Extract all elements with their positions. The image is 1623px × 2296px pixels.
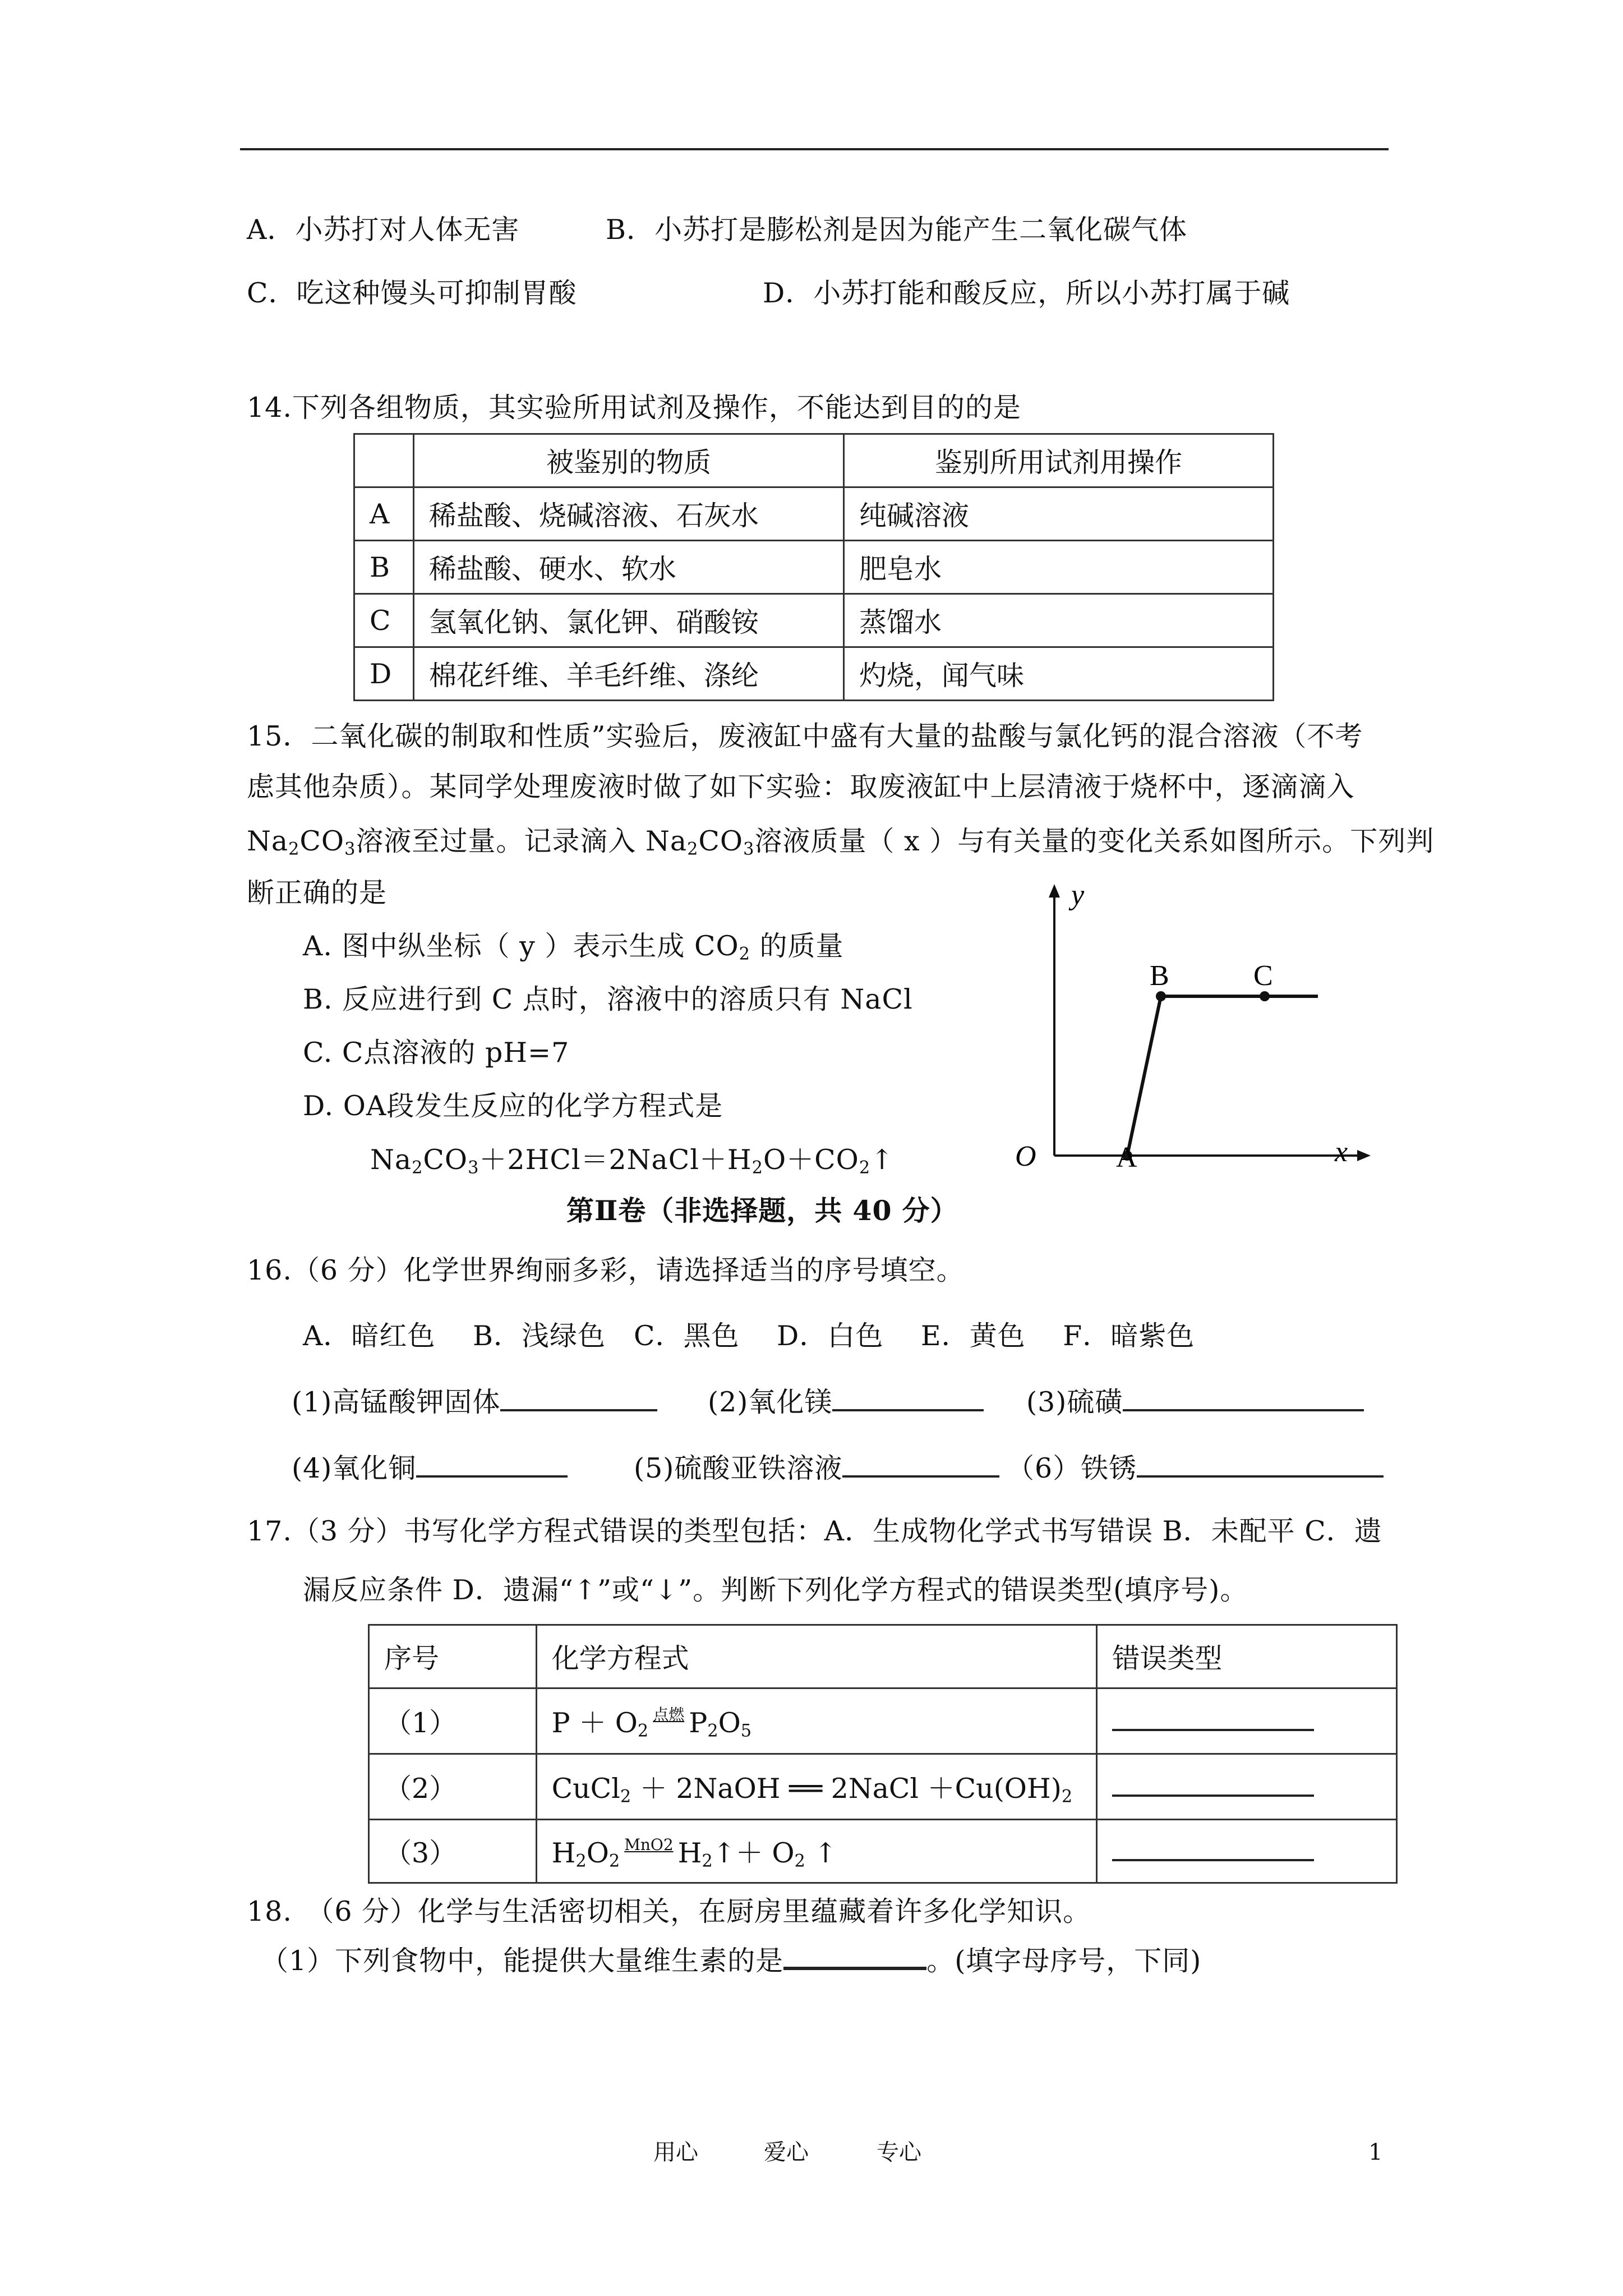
table-cell: D (354, 647, 414, 701)
answer-blank[interactable] (842, 1451, 999, 1478)
table-header-row (369, 1625, 1397, 1688)
table-header-cell: 错误类型 (1097, 1625, 1397, 1688)
table-header-cell: 序号 (369, 1625, 537, 1688)
q13-option-c: C．吃这种馒头可抑制胃酸 (247, 277, 577, 309)
origin-label: O (1015, 1140, 1036, 1172)
point-a-label: A (1116, 1142, 1137, 1174)
q15-line2: 虑其他杂质）。某同学处理废液时做了如下实验：取废液缸中上层清液于烧杯中，逐滴滴入 (247, 771, 1355, 803)
y-axis-arrow-icon (1049, 884, 1060, 898)
table-header-cell: 被鉴别的物质 (413, 434, 843, 487)
table-cell: 纯碱溶液 (843, 487, 1273, 541)
equation-cell: CuCl$_2$ ＋ 2NaOH ══ 2NaCl $+Cu(OH)_2$ (536, 1754, 1097, 1820)
q15-line1: 15．二氧化碳的制取和性质”实验后，废液缸中盛有大量的盐酸与氯化钙的混合溶液（不考 (247, 720, 1363, 752)
table-cell: A (354, 487, 414, 541)
answer-blank[interactable] (1137, 1451, 1384, 1478)
q16-item-2: (2)氧化镁 (708, 1384, 984, 1419)
q15-option-d: D. OA段发生反应的化学方程式是 (303, 1090, 723, 1122)
q13-option-a: A．小苏打对人体无害 (247, 214, 520, 246)
q16-choices: A．暗红色 B．浅绿色 C．黑色 D．白色 E．黄色 F．暗紫色 (303, 1320, 1195, 1352)
table-header-row (354, 434, 1274, 487)
q15-line3: $Na_2CO_3$溶液至过量。记录滴入 $Na_2CO_3$溶液质量（ x ）与有关量的变化关系如图所示。下列判 (247, 825, 1435, 859)
footer-slogan-1: 用心 (653, 2139, 698, 2165)
equation-cell: $H_2O_2MnO2$ $H_2↑+ O_2$ ↑ (536, 1820, 1097, 1883)
table-cell: 蒸馏水 (843, 594, 1273, 647)
table-cell: 稀盐酸、烧碱溶液、石灰水 (413, 487, 843, 541)
table-row (354, 541, 1274, 594)
point-b-marker (1156, 991, 1166, 1001)
equation-cell: $P + O_2$点燃 $P_2O_5$ (536, 1688, 1097, 1754)
table-row (354, 594, 1274, 647)
answer-blank[interactable] (1123, 1384, 1364, 1411)
answer-cell (1097, 1688, 1397, 1754)
q17-table (368, 1624, 1398, 1884)
table-header-cell: 化学方程式 (536, 1625, 1097, 1688)
answer-blank[interactable] (1112, 1704, 1314, 1731)
q14-table (353, 433, 1274, 701)
answer-blank[interactable] (832, 1384, 984, 1411)
q17-line2: 漏反应条件 D．遗漏“↑”或“↓”。判断下列化学方程式的错误类型(填序号)。 (303, 1574, 1248, 1606)
table-cell: 稀盐酸、硬水、软水 (413, 541, 843, 594)
q18-line2: （1）下列食物中，能提供大量维生素的是 。(填字母序号，下同) (261, 1942, 1201, 1978)
q17-line1: 17.（3 分）书写化学方程式错误的类型包括：A．生成物化学式书写错误 B．未配平 C．遗 (247, 1515, 1382, 1547)
graph-line (1127, 996, 1318, 1156)
q15-equation: $Na_2CO_3+2HCl=2NaCl+H_2O+CO_2↑$ (370, 1144, 895, 1178)
table-cell: （2） (369, 1754, 537, 1820)
table-row (369, 1688, 1397, 1754)
q13-option-b: B．小苏打是膨松剂是因为能产生二氧化碳气体 (606, 214, 1188, 246)
point-c-marker (1260, 991, 1270, 1001)
q15-line4: 断正确的是 (247, 877, 388, 909)
footer-slogan-3: 专心 (877, 2139, 921, 2165)
q15-graph (998, 875, 1402, 1189)
table-row (354, 647, 1274, 701)
table-cell: 肥皂水 (843, 541, 1273, 594)
header-rule (240, 148, 1389, 150)
q16-item-3: (3)硫磺 (1026, 1384, 1364, 1419)
answer-blank[interactable] (500, 1384, 657, 1411)
page-number: 1 (1368, 2139, 1383, 2165)
q16-item-4: (4)氧化铜 (292, 1451, 568, 1485)
q18-line1: 18. （6 分）化学与生活密切相关，在厨房里蕴藏着许多化学知识。 (247, 1895, 1091, 1927)
footer-slogan-2: 爱心 (764, 2139, 809, 2165)
q16-item-5: (5)硫酸亚铁溶液 (634, 1451, 999, 1485)
answer-cell (1097, 1820, 1397, 1883)
table-cell: （3） (369, 1820, 537, 1883)
q15-option-a: A. 图中纵坐标（ y ）表示生成 $CO_2$ 的质量 (303, 930, 844, 964)
point-b-label: B (1150, 960, 1169, 992)
table-cell: C (354, 594, 414, 647)
table-row (369, 1754, 1397, 1820)
table-cell: 灼烧，闻气味 (843, 647, 1273, 701)
q14-stem: 14.下列各组物质，其实验所用试剂及操作，不能达到目的的是 (247, 392, 1021, 424)
answer-cell (1097, 1754, 1397, 1820)
answer-blank[interactable] (1112, 1770, 1314, 1797)
q15-option-b: B. 反应进行到 C 点时，溶液中的溶质只有 NaCl (303, 983, 913, 1015)
section-title: 第Ⅱ卷（非选择题，共 40 分） (566, 1194, 958, 1227)
table-header-cell: 鉴别所用试剂用操作 (843, 434, 1273, 487)
q15-option-c: C. C点溶液的 pH=7 (303, 1037, 570, 1069)
table-row (369, 1820, 1397, 1883)
answer-blank[interactable] (416, 1451, 568, 1478)
q16-item-1: (1)高锰酸钾固体 (292, 1384, 657, 1419)
table-cell: 氢氧化钠、氯化钾、硝酸铵 (413, 594, 843, 647)
table-row (354, 487, 1274, 541)
q16-item-6: （6）铁锈 (1007, 1451, 1384, 1485)
table-cell: 棉花纤维、羊毛纤维、涤纶 (413, 647, 843, 701)
x-axis-arrow-icon (1357, 1150, 1371, 1161)
q16-stem: 16.（6 分）化学世界绚丽多彩，请选择适当的序号填空。 (247, 1254, 965, 1286)
x-axis-label: x (1335, 1136, 1348, 1168)
answer-blank[interactable] (783, 1942, 926, 1970)
answer-blank[interactable] (1112, 1834, 1314, 1861)
point-c-label: C (1253, 960, 1273, 992)
q13-option-d: D．小苏打能和酸反应，所以小苏打属于碱 (763, 277, 1290, 309)
y-axis-label: y (1071, 879, 1085, 911)
table-header-cell (354, 434, 414, 487)
table-cell: B (354, 541, 414, 594)
table-cell: （1） (369, 1688, 537, 1754)
